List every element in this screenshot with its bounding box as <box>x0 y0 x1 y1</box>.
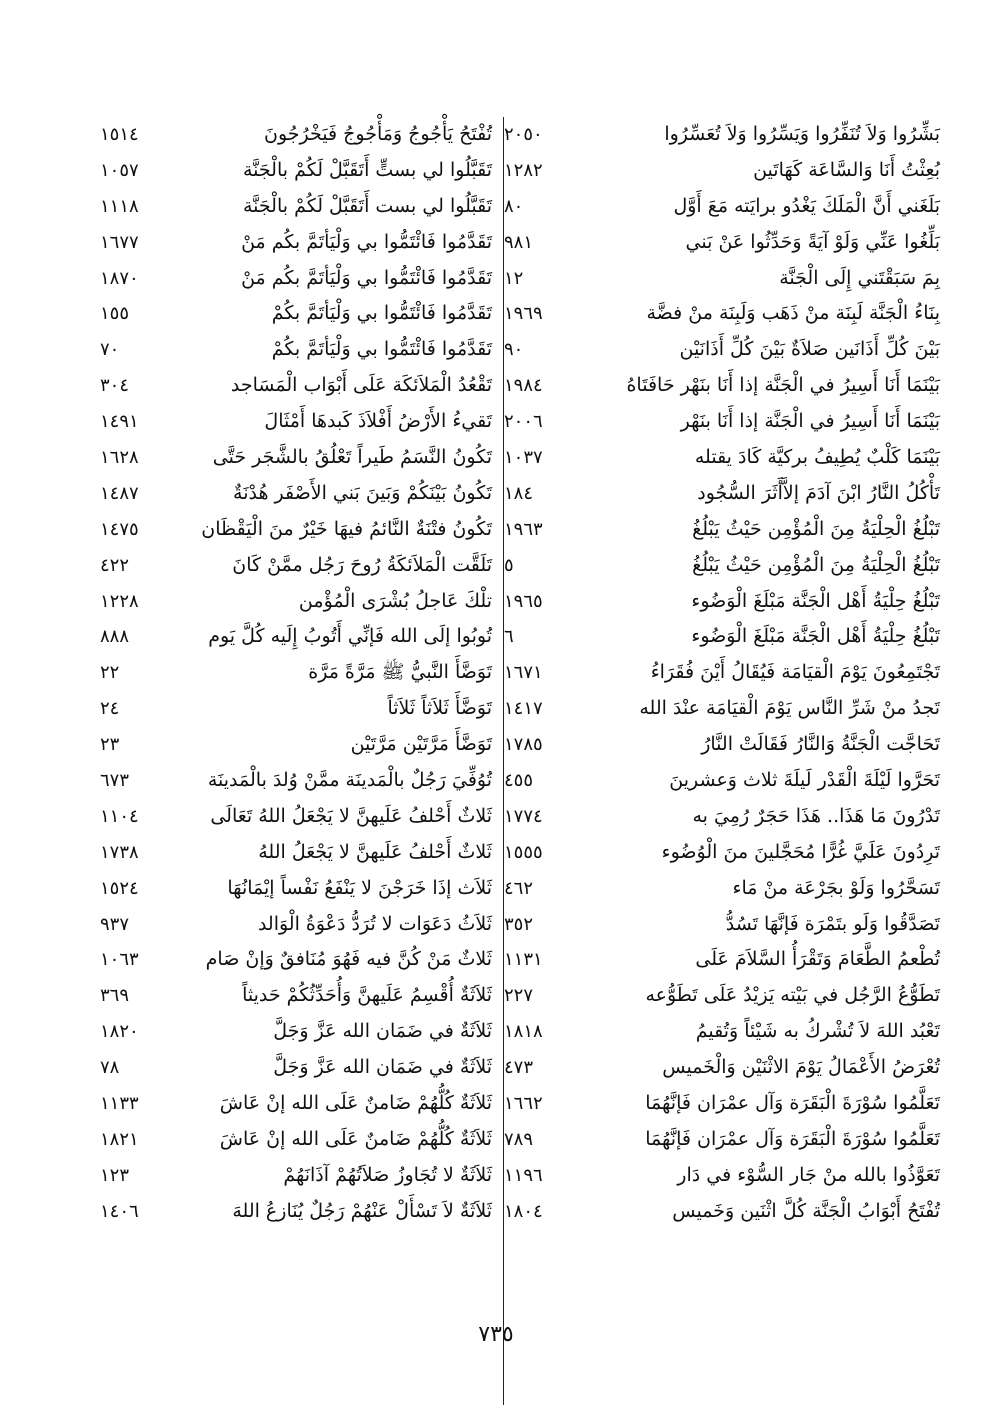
hadith-text: تَعْبُد اللهَ لاَ تُشْركُ به شَيْئاً وَتُقيمُ <box>695 1020 940 1043</box>
index-entry <box>504 584 940 620</box>
hadith-text: ثَلاثٌ أَحْلفُ عَلَيهنَّ لا يَجْعَلُ اللهُ <box>258 840 492 863</box>
hadith-number: ١٠٣٧ <box>504 447 543 469</box>
hadith-number: ٦ <box>504 626 514 648</box>
index-entry <box>504 225 940 261</box>
hadith-text: تُوبُوا إلَى الله فَإنِّي أَتُوبُ إِلَيه كُلَّ يَوم <box>208 625 492 648</box>
hadith-number: ٣٦٩ <box>100 985 130 1007</box>
index-entry <box>504 1194 940 1230</box>
hadith-text: تَقيءُ الأَرْضُ أَفْلاَذَ كَبدهَا أَمْثَالَ <box>264 410 492 433</box>
hadith-text: ثَلاَثَةٌ كُلُّهُمْ ضَامنٌ عَلَى الله إنْ عَاشَ <box>219 1092 492 1115</box>
index-entry <box>504 942 940 978</box>
hadith-text: ثَلاَثُ دَعَوَات لا تُرَدُّ دَعْوَةُ الْوَالد <box>257 912 492 935</box>
hadith-text: تَقْعُدُ الْمَلاَئكَة عَلَى أَبْوَاب الْمَسَاجد <box>230 374 492 397</box>
index-entry <box>504 476 940 512</box>
hadith-number: ٨٨٨ <box>100 626 130 648</box>
hadith-number: ٢٠٠٦ <box>504 411 543 433</box>
hadith-text: تَطَوُّعُ الرَّجُل في بَيْته يَزيْدُ عَلَى تَطَوُّعه <box>645 984 940 1007</box>
index-entry <box>504 1086 940 1122</box>
hadith-number: ١٧٧٤ <box>504 805 543 827</box>
hadith-number: ١٨٠٤ <box>504 1200 543 1222</box>
column-divider <box>503 117 504 1405</box>
hadith-text: تَبْلُغُ الْحِلْيَةُ مِنَ الْمُؤْمِن حَيْثُ يَبْلُغُ <box>692 553 940 576</box>
hadith-number: ٥ <box>504 554 514 576</box>
hadith-text: بَلِّغُوا عَنِّي وَلَوْ آيَةً وَحَدِّثُوا عَنْ بَني <box>685 230 940 253</box>
hadith-text: تَرِدُونَ عَلَيَّ غُرًّا مُحَجَّلينَ منَ الْوُضُوء <box>661 840 940 863</box>
hadith-text: تَسَحَّرُوا وَلَوْ بجَرْعَة منْ مَاء <box>732 876 940 899</box>
hadith-text: تَدْرُونَ مَا هَذَا.. هَذَا حَجَرٌ رُمِيَ به <box>692 804 940 827</box>
hadith-number: ١٨٧٠ <box>100 267 139 289</box>
hadith-number: ١٦٢٨ <box>100 447 139 469</box>
hadith-number: ٢٣ <box>100 734 120 756</box>
index-entry <box>100 584 492 620</box>
index-entry <box>504 117 940 153</box>
index-entry <box>100 871 492 907</box>
hadith-text: تَبْلُغُ حِلْيَةُ أَهْل الْجَنَّة مَبْلَغَ الْوَضُوء <box>691 625 940 648</box>
index-entry <box>100 476 492 512</box>
hadith-text: تَقَدَّمُوا فَائْتَمُّوا بي وَلْيَأتَمَّ بكُمْ <box>271 302 492 325</box>
hadith-text: تَكُونُ بَيْنَكُمْ وَبَينَ بَني الأَصْفَر هُدْنَةٌ <box>233 481 492 504</box>
hadith-number: ١٦٦٢ <box>504 1093 543 1115</box>
hadith-text: ثَلاَثَةٌ لاَ تَسْأَلْ عَنْهُمْ رَجُلٌ يُنَازعُ اللهَ <box>232 1199 492 1222</box>
hadith-number: ٤٧٣ <box>504 1057 534 1079</box>
hadith-number: ٩٣٧ <box>100 913 130 935</box>
hadith-text: تَجدُ منْ شَرِّ النَّاس يَوْمَ الْقيَامَة عنْدَ الله <box>639 697 940 720</box>
hadith-text: بَشِّرُوا وَلاَ تُنَفِّرُوا وَيَسِّرُوا وَلاَ تُعَسِّرُوا <box>664 123 940 145</box>
hadith-number: ١٦٧٧ <box>100 231 139 253</box>
hadith-number: ١٨٢٠ <box>100 1021 139 1043</box>
hadith-text: تَبْلُغُ حِلْيَةُ أَهْل الْجَنَّة مَبْلَغَ الْوَضُوء <box>691 589 940 612</box>
hadith-text: تَكُونُ النَّسَمُ طَيراً تَعْلُقُ بالشَّجَر حَتَّى <box>212 446 492 469</box>
hadith-number: ٤٢٢ <box>100 554 130 576</box>
hadith-text: تَصَدَّقُوا وَلَو بتَمْرَة فَإنَّهَا تَسُدُّ <box>725 912 940 935</box>
hadith-number: ١٤١٧ <box>504 698 543 720</box>
hadith-number: ١٢٨٢ <box>504 159 543 181</box>
hadith-number: ١٩٦٩ <box>504 303 543 325</box>
hadith-text: ثَلاثٌ مَنْ كُنَّ فيه فَهُوَ مُنَافقٌ وَإنْ صَام <box>205 948 492 971</box>
hadith-number: ١١٠٤ <box>100 805 139 827</box>
hadith-number: ١٥٢٤ <box>100 877 139 899</box>
hadith-number: ١٢٣ <box>100 1164 130 1186</box>
index-entry <box>504 691 940 727</box>
index-entry <box>504 153 940 189</box>
hadith-number: ٤٥٥ <box>504 770 534 792</box>
hadith-number: ٧٨ <box>100 1057 120 1079</box>
hadith-number: ٣٠٤ <box>100 375 130 397</box>
hadith-text: تَحَرَّوا لَيْلَةَ الْقَدْر لَيلَةَ ثلاث وَعشرينَ <box>669 769 940 792</box>
index-entry <box>100 332 492 368</box>
index-entry <box>100 1194 492 1230</box>
hadith-number: ١٢ <box>504 267 524 289</box>
hadith-number: ٨٠ <box>504 195 524 217</box>
hadith-number: ١٨١٨ <box>504 1021 543 1043</box>
hadith-text: ثَلاَث إذَا خَرَجْنَ لا يَنْفَعُ نَفْساً إيْمَانُهَا <box>227 876 492 899</box>
hadith-text: بَيْنَمَا أَنَا أَسِيرُ في الْجَنَّة إذا أَنَا بنَهْر <box>680 410 940 433</box>
hadith-number: ١٢٢٨ <box>100 590 139 612</box>
index-entry <box>100 1122 492 1158</box>
right-column <box>504 117 940 1230</box>
index-entry <box>504 727 940 763</box>
index-entry <box>504 1014 940 1050</box>
hadith-text: تَوَضَّأَ ثَلاَثاً ثَلاَثاً <box>387 697 492 720</box>
index-entry <box>100 512 492 548</box>
index-entry <box>100 1014 492 1050</box>
hadith-text: تُفْتَحُ أَبْوَابُ الْجَنَّة كُلَّ اثْنَين وَخَميس <box>672 1199 940 1222</box>
hadith-number: ١١٣١ <box>504 949 543 971</box>
hadith-number: ٣٥٢ <box>504 913 534 935</box>
index-entry <box>504 978 940 1014</box>
hadith-text: تَكُونُ فتْنَةٌ النَّائمُ فيهَا خَيْرٌ منَ الْيَقْظَان <box>201 517 492 540</box>
hadith-number: ١٩٨٤ <box>504 375 543 397</box>
index-entry <box>100 189 492 225</box>
hadith-number: ٤٦٢ <box>504 877 534 899</box>
index-entry <box>504 368 940 404</box>
hadith-text: تَقَبَّلُوا لي بست أَتَقَبَّلْ لَكُمْ بالْجَنَّة <box>242 194 492 217</box>
hadith-number: ٩٠ <box>504 339 524 361</box>
hadith-number: ٧٠ <box>100 339 120 361</box>
index-entry <box>100 691 492 727</box>
hadith-number: ٦٧٣ <box>100 770 130 792</box>
hadith-text: تُطْعمُ الطَّعَامَ وَتَقْرَأُ السَّلاَمَ عَلَى <box>695 948 940 971</box>
index-entry <box>504 296 940 332</box>
index-entry <box>504 548 940 584</box>
index-entry <box>100 835 492 871</box>
index-entry <box>504 763 940 799</box>
index-entry <box>100 907 492 943</box>
hadith-text: تَعَلَّمُوا سُوْرَةَ الْبَقَرَة وَآل عمْرَان فَإنَّهُمَا <box>645 1127 940 1150</box>
index-entry <box>504 404 940 440</box>
hadith-number: ٩٨١ <box>504 231 534 253</box>
index-entry <box>100 1086 492 1122</box>
hadith-number: ١٨٢١ <box>100 1128 139 1150</box>
hadith-number: ١٧٣٨ <box>100 841 139 863</box>
index-entry <box>100 1050 492 1086</box>
hadith-text: بَيْنَمَا أَنَا أَسِيرُ في الْجَنَّة إذا أَنَا بنَهْر حَافَتَاهُ <box>626 374 940 397</box>
index-entry <box>100 655 492 691</box>
hadith-number: ١٤٧٥ <box>100 518 139 540</box>
hadith-number: ٢٤ <box>100 698 120 720</box>
hadith-number: ٧٨٩ <box>504 1128 534 1150</box>
index-entry <box>100 763 492 799</box>
index-entry <box>100 942 492 978</box>
hadith-text: تَبْلُغُ الْحِلْيَةُ مِنَ الْمُؤْمِن حَيْثُ يَبْلُغُ <box>692 517 940 540</box>
hadith-text: بَيْنَمَا كَلْبٌ يُطِيفُ بركيَّة كَادَ يقتله <box>694 446 940 469</box>
hadith-text: بَيْنَ كُلِّ أَذَانَين صَلاَةٌ بَيْنَ كُلِّ أَذَانَيْن <box>679 338 940 361</box>
hadith-text: ثَلاثٌ أَحْلفُ عَلَيهنَّ لا يَجْعَلُ اللهُ تَعَالَى <box>210 804 492 827</box>
hadith-text: تَعَوَّذُوا بالله منْ جَار السُّوْء في دَار <box>677 1163 940 1186</box>
hadith-number: ١٨٤ <box>504 482 534 504</box>
hadith-number: ١٠٥٧ <box>100 159 139 181</box>
hadith-text: تَحَاجَّت الْجَنَّةُ وَالنَّارُ فَقَالَتْ النَّارُ <box>701 733 940 756</box>
index-entry <box>504 1122 940 1158</box>
hadith-text: بُعِثْتُ أَنَا وَالسَّاعَة كَهَاتَين <box>753 158 940 181</box>
index-entry <box>504 440 940 476</box>
index-entry <box>504 332 940 368</box>
hadith-number: ١٤٠٦ <box>100 1200 139 1222</box>
hadith-number: ١٩٦٣ <box>504 518 543 540</box>
hadith-text: تَوَضَّأَ النَّبيُّ ﷺ مَرَّةً مَرَّة <box>308 661 492 684</box>
hadith-number: ١٠٦٣ <box>100 949 139 971</box>
index-entry <box>100 261 492 297</box>
hadith-text: تُعْرَضُ الأَعْمَالُ يَوْمَ الاثْنَيْن وَالْخَميس <box>662 1056 940 1079</box>
index-entry <box>100 619 492 655</box>
index-entry <box>100 225 492 261</box>
index-entry <box>100 799 492 835</box>
hadith-text: تُوُفِّيَ رَجُلٌ بالْمَدينَة ممَّنْ وُلدَ بالْمَدينَة <box>207 769 492 792</box>
hadith-number: ١١٣٣ <box>100 1093 139 1115</box>
index-entry <box>100 1158 492 1194</box>
hadith-text: تلْكَ عَاجلُ بُشْرَى الْمُؤْمن <box>298 589 492 612</box>
hadith-text: ثَلاَثَةٌ لا تُجَاوزُ صَلاَتُهُمْ آذَانَهُمْ <box>283 1163 492 1186</box>
index-entry <box>504 871 940 907</box>
hadith-number: ١٩٦٥ <box>504 590 543 612</box>
hadith-number: ١٤٩١ <box>100 411 139 433</box>
left-column <box>100 117 492 1230</box>
hadith-text: تَقَدَّمُوا فَائْتَمُّوا بي وَلْيَأتَمَّ بكُم مَنْ <box>241 230 492 253</box>
index-entry <box>504 655 940 691</box>
hadith-text: تَقَدَّمُوا فَائْتَمُّوا بي وَلْيَأتَمَّ بكُم مَنْ <box>241 266 492 289</box>
index-entry <box>504 261 940 297</box>
index-entry <box>100 117 492 153</box>
index-entry <box>504 835 940 871</box>
hadith-number: ١٦٧١ <box>504 662 543 684</box>
hadith-text: بِنَاءُ الْجَنَّة لَبِنَة منْ ذَهَب وَلَبِنَة منْ فضَّة <box>646 302 940 325</box>
hadith-text: ثَلاَثَةٌ أُقْسِمُ عَلَيهنَّ وَأُحَدِّثُكُمْ حَديثاً <box>242 984 492 1007</box>
hadith-text: ثَلاَثَةٌ في ضَمَان الله عَزَّ وَجَلَّ <box>273 1056 492 1079</box>
index-entry <box>504 512 940 548</box>
index-entry <box>504 189 940 225</box>
hadith-number: ١٥٥ <box>100 303 130 325</box>
hadith-text: تَأْكُلُ النَّارُ ابْنَ آدَمَ إلاَّأَثَرَ السُّجُود <box>697 481 940 504</box>
index-entry <box>100 153 492 189</box>
index-entry <box>100 727 492 763</box>
page-number: ٧٣٥ <box>478 1322 514 1347</box>
index-entry <box>504 799 940 835</box>
hadith-number: ١١١٨ <box>100 195 139 217</box>
hadith-number: ١٧٨٥ <box>504 734 543 756</box>
hadith-number: ١٥١٤ <box>100 124 139 145</box>
hadith-number: ١٤٨٧ <box>100 482 139 504</box>
hadith-text: ثَلاَثَةٌ في ضَمَان الله عَزَّ وَجَلَّ <box>273 1020 492 1043</box>
hadith-number: ٢٢٧ <box>504 985 534 1007</box>
hadith-text: تَقَبَّلُوا لي بستٍّ أَتَقَبَّلْ لَكُمْ بالْجَنَّة <box>242 158 492 181</box>
index-entry <box>100 548 492 584</box>
hadith-text: ثَلاَثَةٌ كُلُّهُمْ ضَامنٌ عَلَى الله إنْ عَاشَ <box>219 1127 492 1150</box>
hadith-number: ٢٠٥٠ <box>504 124 543 145</box>
hadith-text: تَقَدَّمُوا فَائْتَمُّوا بي وَلْيَأتَمَّ بكُمْ <box>271 338 492 361</box>
hadith-number: ١٥٥٥ <box>504 841 543 863</box>
index-entry <box>504 1158 940 1194</box>
index-entry <box>100 368 492 404</box>
hadith-text: تَعَلَّمُوا سُوْرَةَ الْبَقَرَة وَآل عمْرَان فَإنَّهُمَا <box>645 1092 940 1115</box>
index-entry <box>504 1050 940 1086</box>
hadith-text: تَجْتَمِعُونَ يَوْمَ الْقيَامَة فَيُقَالُ أَيْنَ فُقَرَاءُ <box>650 661 940 684</box>
index-entry <box>100 978 492 1014</box>
index-entry <box>100 404 492 440</box>
hadith-text: تُفْتَحُ يَأْجُوجُ وَمَأْجُوجُ فَيَخْرُجُونَ <box>264 123 492 145</box>
hadith-text: تَلَقَّت الْمَلاَئكَةُ رُوحَ رَجُل ممَّنْ كَانَ <box>232 553 492 576</box>
hadith-number: ١١٩٦ <box>504 1164 543 1186</box>
hadith-text: بَلَغَني أَنَّ الْمَلَكَ يَغْدُو برايَته مَعَ أَوَّل <box>673 194 940 217</box>
hadith-number: ٢٢ <box>100 662 120 684</box>
index-entry <box>100 440 492 476</box>
hadith-text: تَوَضَّأَ مَرَّتَيْن مَرَّتَيْن <box>350 733 492 756</box>
index-entry <box>504 907 940 943</box>
hadith-text: بِمَ سَبَقْتَني إِلَى الْجَنَّة <box>779 266 940 289</box>
index-entry <box>504 619 940 655</box>
index-entry <box>100 296 492 332</box>
